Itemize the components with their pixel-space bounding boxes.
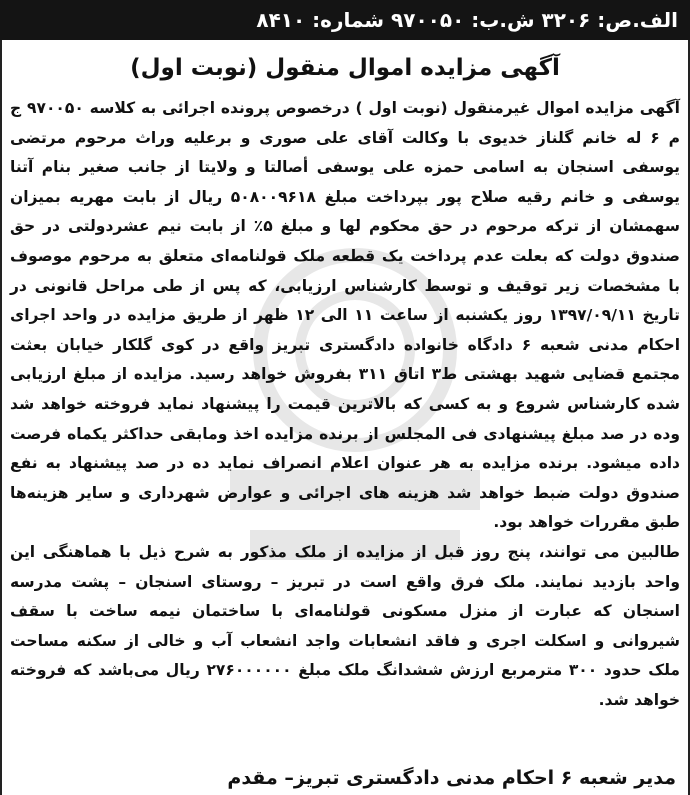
notice-body bbox=[10, 94, 680, 715]
notice-title: آگهی مزایده اموال منقول (نوبت اول) bbox=[130, 55, 560, 81]
reference-line: الف.ص: ۳۲۰۶ ش.ب: ۹۷۰۰۵۰ شماره: ۸۴۱۰ bbox=[256, 8, 678, 32]
notice-paragraph-2: طالبین می توانند، پنج روز قبل از مزایده از ملک مذکور به شرح ذیل با هماهنگی این واحد بازدید نمایند. ملک فرق واقع است در تبریز – روستای اسنجان – پشت مدرسه اسنجان که عبارت از منزل مسکونی قولنامه‌ای با ساختمان نیمه ساخت با سقف شیروانی و اسکلت اجری و فاقد انشعابات واجد انشعاب آب و خالی از سکنه مساحت ملک حدود ۳۰۰ مترمربع ارزش ششدانگ ملک مبلغ ۲۷۶۰۰۰۰۰۰ ریال می‌باشد که فروخته خواهد شد. bbox=[10, 542, 680, 709]
reference-header bbox=[0, 0, 690, 40]
notice-paragraph-1: آگهی مزایده اموال غیرمنقول (نوبت اول ) درخصوص پرونده اجرائی به کلاسه ۹۷۰۰۵۰ ج م ۶ له خانم گلناز خدیوی با وکالت آقای علی صوری و برعلیه وراث مرحوم مرتضی یوسفی اسنجان به اسامی حمزه علی یوسفی أصالتا و ولایتا از جانب صغیر بنام آتنا یوسفی و خانم رقیه صلاح پور بپرداخت مبلغ ۵۰۸۰۰۹۶۱۸ ریال از بابت مهریه بمیزان سهمشان از ترکه مرحوم در حق محکوم لها و مبلغ ۵٪ از بابت نیم عشردولتی در حق صندوق دولت که بعلت عدم پرداخت یک قطعه ملک قولنامه‌ای متعلق به مرحوم موصوف با مشخصات زیر توقیف و توسط کارشناس ارزیابی، که پس از طی مراحل قانونی در تاریخ ۱۳۹۷/۰۹/۱۱ روز یکشنبه از ساعت ۱۱ الی ۱۲ ظهر از طریق مزایده در واحد اجرای احکام مدنی شعبه ۶ دادگاه خانواده دادگستری تبریز واقع در کوی گلکار خیابان بعثت مجتمع قضایی شهید بهشتی ط۳ اتاق ۳۱۱ بفروش خواهد رسید. مزایده از مبلغ ارزیابی شده کارشناس شروع و به کسی که بالاترین قیمت را پیشنهاد نماید فروخته خواهد شد وده در صد مبلغ پیشنهادی فی المجلس از برنده مزایده اخذ ومابقی حداکثر یکماه فرصت داده میشود. برنده مزایده به هر عنوان اعلام انصراف نماید ده در صد پیشنهاد به نفع صندوق دولت ضبط خواهد شد هزینه های اجرائی و عوارض شهرداری و سایر هزینه‌ها طبق مقررات خواهد بود. bbox=[10, 99, 681, 532]
signature-line: مدیر شعبه ۶ احکام مدنی دادگستری تبریز– مقدم bbox=[227, 767, 676, 789]
